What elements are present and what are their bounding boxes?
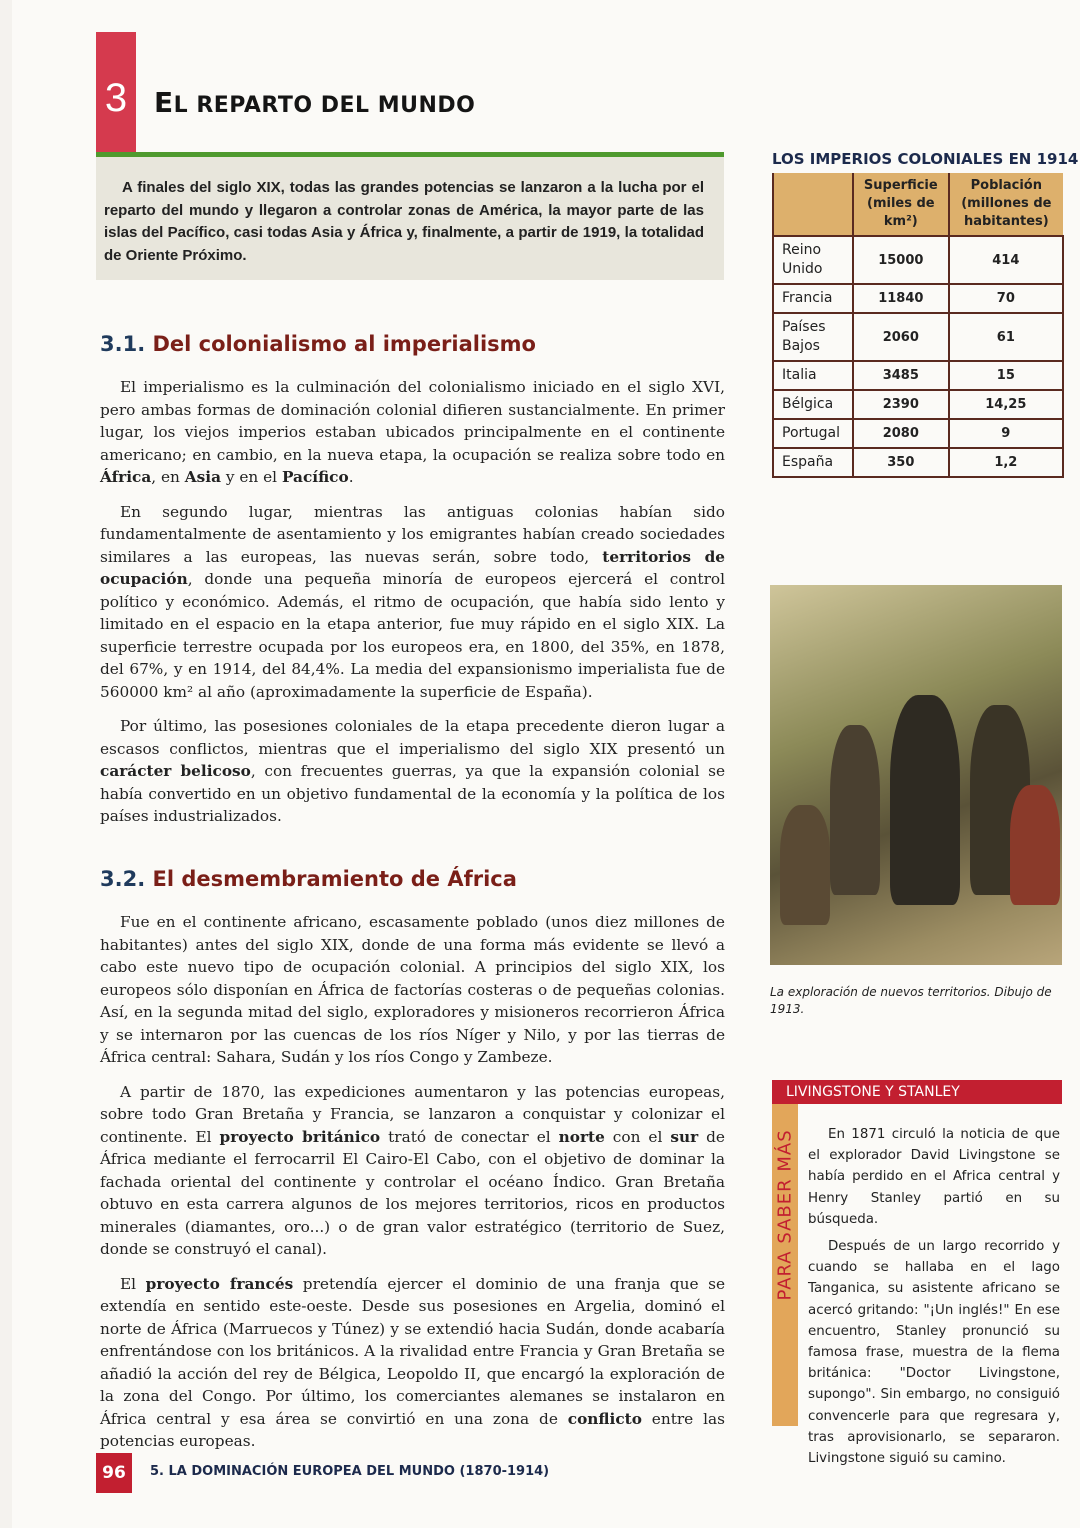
table-title: LOS IMPERIOS COLONIALES EN 1914	[772, 150, 1079, 168]
text-run: , donde una pequeña minoría de europeos ejercerá el control político y económico. Además, el ritmo de ocupación, que había sido lento y limitado en el espacio en la etapa anterior, fue muy rápido en el siglo XIX. La superficie terrestre ocupada por los europeos era, en 1800, del 35%, en 1878, del 67%, y en 1914, del 84,4%. La media del expansionismo imperialista fue de 560000 km² al año (aproximadamente la superficie de España).	[100, 570, 725, 701]
text-run: , en	[151, 468, 185, 486]
body-paragraph	[100, 1273, 725, 1453]
table-cell: 350	[853, 448, 949, 477]
text-run: con el	[604, 1127, 671, 1146]
exploration-illustration	[770, 585, 1062, 965]
table-cell: 2390	[853, 390, 949, 419]
country-cell: Italia	[773, 361, 853, 390]
table-cell: 70	[949, 284, 1063, 313]
text-run: pretendía ejercer el dominio de una franja que se extendía en sentido este-oeste. Desde sus posesiones en Argelia, dominó el norte de África (Marruecos y Túnez) y se extendió hacia Sudán, donde acabaría enfrentándose con los británicos. A la rivalidad entre Francia y Gran Bretaña se añadió la acción del rey de Bélgica, Leopoldo II, que encargó la exploración de la zona del Congo. Por último, los comerciantes alemanes se instalaron en África central y esa área se convirtió en una zona de	[100, 1274, 725, 1428]
bold-term: proyecto francés	[145, 1274, 294, 1293]
text-run: El imperialismo es la culminación del colonialismo iniciado en el siglo XVI, pero ambas formas de dominación colonial difieren sustancialmente. En primer lugar, los viejos imperios estaban ubicados principalmente en el continente americano; en cambio, en la nueva etapa, la ocupación se realiza sobre todo en	[100, 378, 725, 464]
table-cell: 11840	[853, 284, 949, 313]
section-2-body	[100, 911, 725, 1465]
table-row	[773, 419, 1063, 448]
bold-term: proyecto británico	[219, 1127, 381, 1146]
table-cell: 9	[949, 419, 1063, 448]
bold-term: África	[100, 468, 152, 486]
table-cell: 15	[949, 361, 1063, 390]
table-cell: 2060	[853, 313, 949, 361]
text-run: A partir de 1870, las expediciones aumentaron y las potencias europeas, sobre todo Gran Bretaña y Francia, se lanzaron a conquistar y colonizar el continente. El	[100, 1082, 725, 1146]
column-header	[773, 173, 853, 236]
column-header: Población (millones de habitantes)	[949, 173, 1063, 236]
country-cell: Reino Unido	[773, 236, 853, 284]
text-run: Por último, las posesiones coloniales de la etapa precedente dieron lugar a escasos conflictos, mientras que el imperialismo del siglo XIX presentó un	[100, 717, 725, 758]
table-cell: 2080	[853, 419, 949, 448]
sidebox-body	[808, 1124, 1060, 1475]
table-row	[773, 390, 1063, 419]
sidebox-side-label	[775, 1221, 796, 1301]
page-number: 96	[96, 1453, 132, 1493]
sidebox-paragraph: Después de un largo recorrido y cuando se hallaba en el lago Tanganica, su asistente africano se acercó gritando: "¡Un inglés!" En ese encuentro, Stanley pronunció su famosa frase, muestra de la flema británica: "Doctor Livingstone, supongo". Sin embargo, no consiguió convencerle para que regresara y, tras aprovisionarlo, se separaron. Livingstone siguió su camino.	[808, 1239, 1060, 1467]
sidebox-title: LIVINGSTONE Y STANLEY	[772, 1080, 1062, 1104]
table-row	[773, 284, 1063, 313]
table-cell: 414	[949, 236, 1063, 284]
section-number: 3	[104, 76, 128, 120]
text-run: En segundo lugar, mientras las antiguas colonias habían sido fundamentalmente de asentamiento y los emigrantes habían creado sociedades similares a las europeas, las nuevas serán, sobre todo,	[100, 502, 725, 566]
bold-term: Asia	[184, 468, 221, 486]
bold-term: carácter belicoso	[100, 762, 251, 780]
body-paragraph	[100, 715, 725, 828]
text-run: , con frecuentes guerras, ya que la expansión colonial se había convertido en un objetivo fundamental de la economía y la política de los países industrializados.	[100, 762, 726, 825]
country-cell: Bélgica	[773, 390, 853, 419]
section-title: Del colonialismo al imperialismo	[152, 332, 536, 356]
body-paragraph	[100, 376, 725, 489]
table-cell: 1,2	[949, 448, 1063, 477]
bold-term: Pacífico	[281, 468, 349, 486]
bold-term: sur	[670, 1127, 699, 1146]
table-row	[773, 361, 1063, 390]
bold-term: conflicto	[567, 1409, 642, 1428]
text-run: trató de conectar el	[380, 1127, 559, 1146]
text-run: de África mediante el ferrocarril El Cairo-El Cabo, con el objetivo de dominar la fachada oriental del continente y controlar el océano Índico. Gran Bretaña obtuvo en esta carrera algunos de los mejores territorios, ricos en productos minerales (diamantes, oro...) o de gran valor estratégico (territorio de Suez, donde se construyó el canal).	[100, 1127, 725, 1258]
intro-box: A finales del siglo XIX, todas las grandes potencias se lanzaron a la lucha por el reparto del mundo y llegaron a controlar zonas de América, la mayor parte de las islas del Pacífico, casi todas Asia y África y, finalmente, a partir de 1919, la totalidad de Oriente Próximo.	[96, 157, 724, 280]
sidebox-paragraph: En 1871 circuló la noticia de que el explorador David Livingstone se había perdido en el Africa central y Henry Stanley partió en su búsqueda.	[808, 1127, 1060, 1227]
country-cell: Francia	[773, 284, 853, 313]
title-rest: L REPARTO DEL MUNDO	[173, 93, 476, 118]
body-paragraph	[100, 501, 725, 704]
column-header: Superficie (miles de km²)	[853, 173, 949, 236]
text-run: .	[348, 468, 354, 486]
table-row	[773, 236, 1063, 284]
text-run: Fue en el continente africano, escasamente poblado (unos diez millones de habitantes) antes del siglo XIX, donde de una forma más evidente se llevó a cabo este nuevo tipo de ocupación colonial. A principios del siglo XIX, los europeos sólo disponían en África de factorías costeras o de pequeñas colonias. Así, en la segunda mitad del siglo, exploradores y misioneros recorrieron África y se internaron por las cuencas de los ríos Níger y Nilo, y por las tierras de África central: Sahara, Sudán y los ríos Congo y Zambeze.	[100, 913, 725, 1066]
section-heading-2	[100, 867, 517, 891]
body-paragraph	[100, 1081, 725, 1261]
page-title	[154, 86, 475, 119]
text-run: entre las potencias europeas.	[100, 1409, 725, 1450]
country-cell: Países Bajos	[773, 313, 853, 361]
title-initial: E	[154, 86, 174, 119]
table-cell: 15000	[853, 236, 949, 284]
body-paragraph	[100, 911, 725, 1069]
table-row	[773, 448, 1063, 477]
section-title: El desmembramiento de África	[152, 867, 517, 891]
table-cell: 14,25	[949, 390, 1063, 419]
section-1-body	[100, 376, 725, 840]
text-run: y en el	[220, 468, 282, 486]
country-cell: España	[773, 448, 853, 477]
section-number: 3.2.	[100, 867, 146, 891]
text-run: El	[120, 1274, 146, 1293]
bold-term: norte	[558, 1127, 605, 1146]
chapter-footer: 5. LA DOMINACIÓN EUROPEA DEL MUNDO (1870-1914)	[150, 1464, 550, 1479]
country-cell: Portugal	[773, 419, 853, 448]
image-caption: La exploración de nuevos territorios. Dibujo de 1913.	[770, 985, 1052, 1016]
table-cell: 61	[949, 313, 1063, 361]
section-heading-1	[100, 332, 536, 356]
table-cell: 3485	[853, 361, 949, 390]
colonial-empires-table	[772, 173, 1064, 478]
bold-term: territorios de ocupación	[100, 547, 725, 588]
section-number: 3.1.	[100, 332, 146, 356]
table-row	[773, 313, 1063, 361]
